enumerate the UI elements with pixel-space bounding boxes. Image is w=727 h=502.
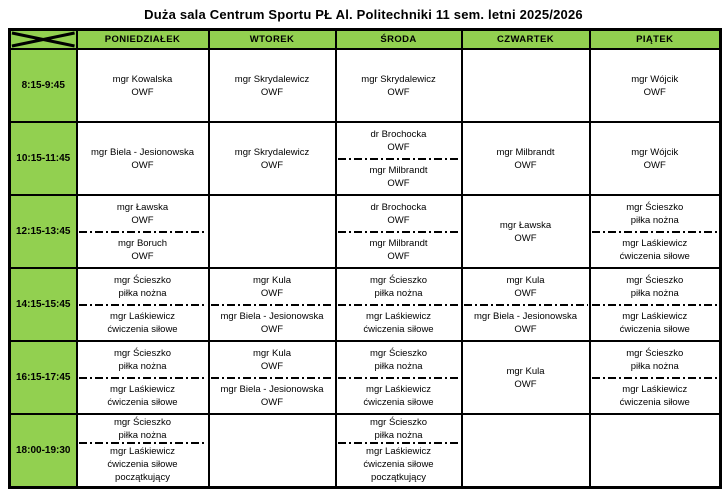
- cell-content: [78, 343, 208, 413]
- cell-content: [463, 124, 589, 194]
- time-slot-label: 10:15-11:45: [10, 122, 77, 195]
- entry-line: mgr Skrydalewicz: [234, 73, 310, 85]
- cell-content: [463, 197, 589, 267]
- class-entry: [463, 270, 589, 304]
- schedule-row: [10, 341, 721, 414]
- entry-line: mgr Ławska: [116, 201, 169, 213]
- entry-line: mgr Laśkiewicz: [622, 310, 688, 322]
- time-slot-label: 16:15-17:45: [10, 341, 77, 414]
- entry-line: mgr Kula: [506, 365, 545, 377]
- schedule-cell: [462, 268, 590, 341]
- entry-line: OWF: [514, 232, 537, 244]
- schedule-cell: [590, 49, 721, 122]
- schedule-row: [10, 414, 721, 487]
- schedule-row: [10, 195, 721, 268]
- entry-line: mgr Ścieszko: [113, 274, 171, 286]
- entry-line: OWF: [387, 214, 410, 226]
- schedule-cell: [209, 122, 336, 195]
- time-slot-label: 18:00-19:30: [10, 414, 77, 487]
- class-entry: [337, 51, 461, 121]
- entry-line: piłka nożna: [374, 429, 423, 441]
- cell-content: [337, 124, 461, 194]
- schedule-cell: [209, 49, 336, 122]
- entry-line: OWF: [260, 86, 284, 98]
- entry-line: mgr Biela - Jesionowska: [474, 310, 577, 322]
- class-entry: [210, 343, 335, 377]
- day-header: PIĄTEK: [590, 30, 721, 50]
- entry-line: mgr Boruch: [117, 237, 168, 249]
- schedule-cell: [462, 341, 590, 414]
- cell-content: [337, 343, 461, 413]
- entry-line: ćwiczenia siłowe: [107, 323, 178, 335]
- class-entry: [337, 233, 461, 267]
- class-entry: [337, 270, 461, 304]
- cell-content: [591, 343, 720, 413]
- class-entry: [210, 306, 335, 340]
- schedule-cell: [77, 341, 209, 414]
- class-entry: [591, 343, 720, 377]
- class-entry: [591, 306, 720, 340]
- class-entry: [210, 51, 335, 121]
- schedule-cell: [336, 122, 462, 195]
- entry-line: mgr Skrydalewicz: [361, 73, 436, 85]
- schedule-cell: [209, 341, 336, 414]
- schedule-cell: [462, 414, 590, 487]
- cell-content: [463, 343, 589, 413]
- entry-line: OWF: [643, 86, 666, 98]
- entry-line: mgr Skrydalewicz: [234, 146, 310, 158]
- entry-line: mgr Milbrandt: [496, 146, 555, 158]
- entry-line: piłka nożna: [118, 429, 167, 441]
- class-entry: [463, 306, 589, 340]
- class-entry: [78, 415, 208, 442]
- cell-content: [463, 270, 589, 340]
- entry-line: dr Brochocka: [370, 128, 427, 140]
- schedule-table: [8, 28, 722, 489]
- class-entry: [337, 306, 461, 340]
- time-slot-label: 14:15-15:45: [10, 268, 77, 341]
- schedule-cell: [336, 268, 462, 341]
- entry-line: OWF: [131, 86, 154, 98]
- schedule-cell: [590, 268, 721, 341]
- entry-line: mgr Kula: [252, 347, 291, 359]
- entry-line: OWF: [387, 86, 410, 98]
- entry-line: OWF: [643, 159, 666, 171]
- class-entry: [337, 160, 461, 194]
- cell-content: [210, 197, 335, 267]
- entry-line: mgr Laśkiewicz: [110, 383, 175, 395]
- entry-line: OWF: [387, 177, 410, 189]
- class-entry: [78, 124, 208, 194]
- entry-line: OWF: [514, 159, 537, 171]
- entry-line: mgr Ścieszko: [626, 201, 684, 213]
- entry-line: mgr Laśkiewicz: [366, 383, 431, 395]
- page-title: Duża sala Centrum Sportu PŁ Al. Politechniki 11 sem. letni 2025/2026: [144, 7, 583, 22]
- class-entry: [591, 233, 720, 267]
- entry-line: mgr Biela - Jesionowska: [220, 310, 324, 322]
- class-entry: [78, 343, 208, 377]
- schedule-row: [10, 268, 721, 341]
- entry-line: OWF: [260, 287, 284, 299]
- class-entry: [591, 124, 720, 194]
- schedule-cell: [462, 49, 590, 122]
- entry-line: mgr Laśkiewicz: [366, 310, 431, 322]
- class-entry: [210, 124, 335, 194]
- header-row: [10, 30, 721, 50]
- day-header: PONIEDZIAŁEK: [77, 30, 209, 50]
- entry-line: OWF: [387, 250, 410, 262]
- class-entry: [591, 379, 720, 413]
- schedule-cell: [77, 49, 209, 122]
- time-slot-label: 8:15-9:45: [10, 49, 77, 122]
- entry-line: mgr Laśkiewicz: [110, 446, 175, 458]
- schedule-cell: [336, 195, 462, 268]
- schedule-cell: [209, 268, 336, 341]
- cell-content: [591, 197, 720, 267]
- cell-content: [463, 415, 589, 485]
- class-entry: [337, 379, 461, 413]
- entry-line: mgr Ścieszko: [626, 274, 684, 286]
- entry-line: mgr Kula: [252, 274, 291, 286]
- crossed-out-icon: [11, 31, 76, 48]
- cell-content: [78, 51, 208, 121]
- schedule-cell: [209, 414, 336, 487]
- entry-line: mgr Biela - Jesionowska: [220, 383, 324, 395]
- class-entry: [591, 51, 720, 121]
- class-entry: [463, 343, 589, 413]
- cell-content: [337, 415, 461, 485]
- class-entry: [337, 444, 461, 485]
- class-entry: [591, 270, 720, 304]
- cell-content: [210, 415, 335, 485]
- entry-line: mgr Laśkiewicz: [622, 237, 688, 249]
- entry-line: mgr Wójcik: [631, 73, 679, 85]
- entry-line: mgr Laśkiewicz: [110, 310, 175, 322]
- entry-line: początkujący: [115, 472, 170, 484]
- cell-content: [78, 270, 208, 340]
- class-entry: [78, 233, 208, 267]
- class-entry: [78, 379, 208, 413]
- cell-content: [210, 270, 335, 340]
- schedule-cell: [336, 49, 462, 122]
- class-entry: [78, 444, 208, 485]
- entry-line: mgr Laśkiewicz: [366, 446, 431, 458]
- entry-line: mgr Ścieszko: [113, 416, 171, 428]
- cell-content: [337, 51, 461, 121]
- schedule-cell: [77, 122, 209, 195]
- class-entry: [337, 197, 461, 231]
- schedule-row: [10, 122, 721, 195]
- cell-content: [463, 51, 589, 121]
- cell-content: [78, 197, 208, 267]
- entry-line: ćwiczenia siłowe: [619, 323, 690, 335]
- day-header: ŚRODA: [336, 30, 462, 50]
- class-entry: [591, 197, 720, 231]
- class-entry: [337, 124, 461, 158]
- cell-content: [210, 51, 335, 121]
- entry-line: piłka nożna: [630, 287, 679, 299]
- entry-line: mgr Ścieszko: [369, 347, 427, 359]
- entry-line: OWF: [131, 159, 154, 171]
- cell-content: [591, 415, 720, 485]
- entry-line: mgr Ścieszko: [626, 347, 684, 359]
- entry-line: mgr Biela - Jesionowska: [91, 146, 194, 158]
- day-header: CZWARTEK: [462, 30, 590, 50]
- entry-line: mgr Ścieszko: [369, 416, 427, 428]
- cell-content: [78, 415, 208, 485]
- entry-line: piłka nożna: [118, 360, 167, 372]
- entry-line: mgr Kula: [506, 274, 545, 286]
- cell-content: [210, 343, 335, 413]
- class-entry: [463, 124, 589, 194]
- entry-line: OWF: [260, 323, 284, 335]
- corner-cell: [10, 30, 77, 50]
- schedule-row: [10, 49, 721, 122]
- schedule-cell: [336, 414, 462, 487]
- cell-content: [591, 124, 720, 194]
- class-entry: [210, 379, 335, 413]
- schedule-cell: [590, 195, 721, 268]
- schedule-cell: [590, 414, 721, 487]
- schedule-cell: [590, 122, 721, 195]
- entry-line: mgr Kowalska: [112, 73, 173, 85]
- schedule-cell: [462, 195, 590, 268]
- entry-line: OWF: [131, 214, 154, 226]
- entry-line: OWF: [260, 159, 284, 171]
- cell-content: [337, 197, 461, 267]
- entry-line: ćwiczenia siłowe: [107, 459, 178, 471]
- entry-line: piłka nożna: [630, 360, 679, 372]
- entry-line: ćwiczenia siłowe: [619, 396, 690, 408]
- entry-line: piłka nożna: [374, 360, 423, 372]
- schedule-cell: [77, 268, 209, 341]
- entry-line: mgr Milbrandt: [369, 164, 428, 176]
- cell-content: [210, 124, 335, 194]
- class-entry: [337, 343, 461, 377]
- entry-line: ćwiczenia siłowe: [363, 323, 434, 335]
- class-entry: [78, 270, 208, 304]
- schedule-cell: [462, 122, 590, 195]
- time-slot-label: 12:15-13:45: [10, 195, 77, 268]
- cell-content: [337, 270, 461, 340]
- schedule-cell: [590, 341, 721, 414]
- class-entry: [463, 197, 589, 267]
- schedule-cell: [77, 195, 209, 268]
- entry-line: mgr Ścieszko: [369, 274, 427, 286]
- entry-line: ćwiczenia siłowe: [363, 459, 434, 471]
- schedule-cell: [336, 341, 462, 414]
- entry-line: OWF: [260, 360, 284, 372]
- cell-content: [78, 124, 208, 194]
- cell-content: [591, 270, 720, 340]
- entry-line: mgr Wójcik: [631, 146, 679, 158]
- entry-line: ćwiczenia siłowe: [619, 250, 690, 262]
- entry-line: mgr Ścieszko: [113, 347, 171, 359]
- class-entry: [78, 197, 208, 231]
- day-header: WTOREK: [209, 30, 336, 50]
- entry-line: OWF: [514, 323, 537, 335]
- entry-line: ćwiczenia siłowe: [107, 396, 178, 408]
- entry-line: OWF: [514, 378, 537, 390]
- entry-line: ćwiczenia siłowe: [363, 396, 434, 408]
- class-entry: [78, 51, 208, 121]
- entry-line: mgr Laśkiewicz: [622, 383, 688, 395]
- entry-line: piłka nożna: [374, 287, 423, 299]
- entry-line: OWF: [387, 141, 410, 153]
- class-entry: [337, 415, 461, 442]
- cell-content: [591, 51, 720, 121]
- entry-line: piłka nożna: [118, 287, 167, 299]
- class-entry: [78, 306, 208, 340]
- entry-line: mgr Milbrandt: [369, 237, 428, 249]
- entry-line: początkujący: [371, 472, 426, 484]
- entry-line: OWF: [260, 396, 284, 408]
- schedule-cell: [209, 195, 336, 268]
- entry-line: mgr Ławska: [499, 219, 552, 231]
- entry-line: dr Brochocka: [370, 201, 427, 213]
- class-entry: [210, 270, 335, 304]
- entry-line: piłka nożna: [630, 214, 679, 226]
- entry-line: OWF: [131, 250, 154, 262]
- schedule-cell: [77, 414, 209, 487]
- entry-line: OWF: [514, 287, 537, 299]
